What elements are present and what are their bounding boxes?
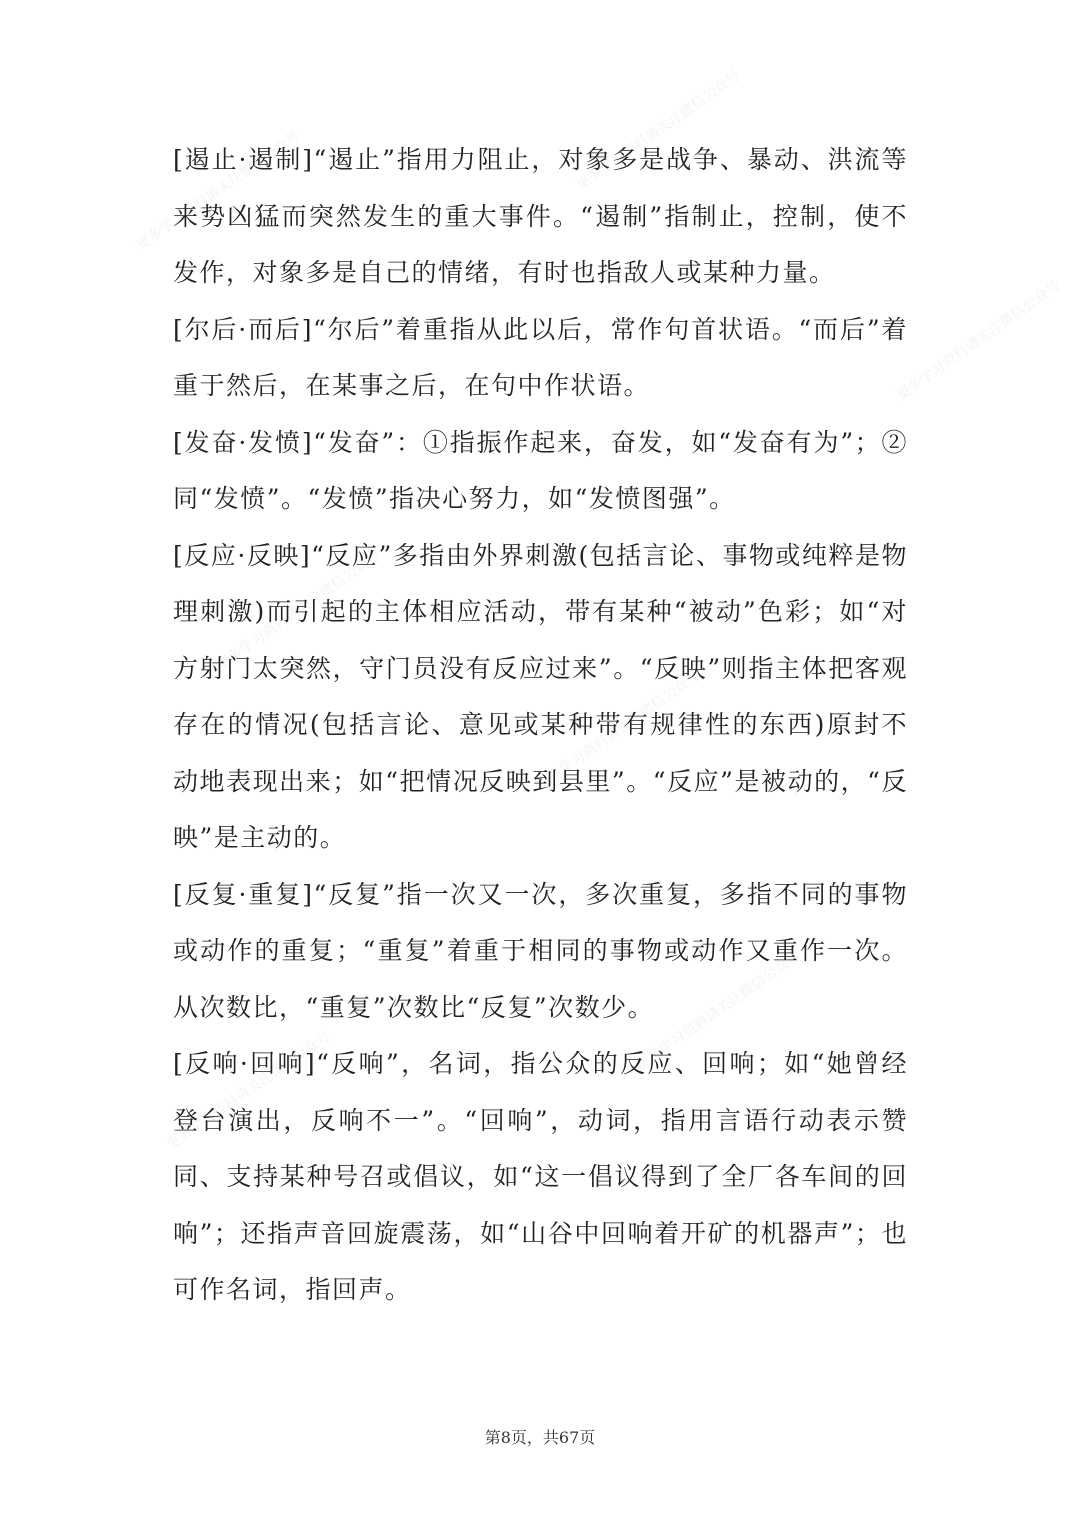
page-number: 第8页，共67页 <box>484 1428 596 1447</box>
watermark: 更多学习资料请关注微信公众号 <box>133 128 304 254</box>
entry-ezhi-ezhi: [遏止·遏制]“遏止”指用力阻止，对象多是战争、暴动、洪流等来势凶猛而突然发生的重大事件。“遏制”指制止，控制，使不发作，对象多是自己的情绪，有时也指敌人或某种力量。 <box>173 145 908 287</box>
entry-fanxiang-huixiang: [反响·回响]“反响”，名词，指公众的反应、回响；如“她曾经登台演出，反响不一”。“回响”，动词，指用言语行动表示赞同、支持某种号召或倡议，如“这一倡议得到了全厂各车间的回响”；还指声音回旋震荡，如“山谷中回响着开矿的机器声”；也可作名词，指回声。 <box>173 1049 908 1304</box>
entry-fafen-fafen: [发奋·发愤]“发奋”：①指振作起来，奋发，如“发奋有为”；②同“发愤”。“发愤”指决心努力，如“发愤图强”。 <box>173 427 908 513</box>
watermark: 更多学习资料请关注微信公众号 <box>893 278 1064 404</box>
watermark: 更多学习资料请关注微信公众号 <box>533 668 704 794</box>
entry-fanfu-chongfu: [反复·重复]“反复”指一次又一次，多次重复，多指不同的事物或动作的重复；“重复”着重于相同的事物或动作又重作一次。从次数比，“重复”次数比“反复”次数少。 <box>173 879 908 1022</box>
entry-fanying-fanying: [反应·反映]“反应”多指由外界刺激(包括言论、事物或纯粹是物理刺激)而引起的主体相应活动，带有某种“被动”色彩；如“对方射门太突然，守门员没有反应过来”。“反映”则指主体把客观存在的情况(包括言论、意见或某种带有规律性的东西)原封不动地表现出来；如“把情况反映到县里”。“反应”是被动的，“反映”是主动的。 <box>173 540 908 852</box>
entry-erhou-erhou: [尔后·而后]“尔后”着重指从此以后，常作句首状语。“而后”着重于然后，在某事之后，在句中作状语。 <box>173 314 908 400</box>
watermark: 更多学习资料请关注微信公众号 <box>573 68 744 194</box>
watermark: 更多学习资料请关注微信公众号 <box>163 1028 334 1154</box>
watermark: 更多学习资料请关注微信公众号 <box>633 948 804 1074</box>
watermark: 更多学习资料请关注微信公众号 <box>213 548 384 674</box>
document-body <box>173 132 908 1319</box>
